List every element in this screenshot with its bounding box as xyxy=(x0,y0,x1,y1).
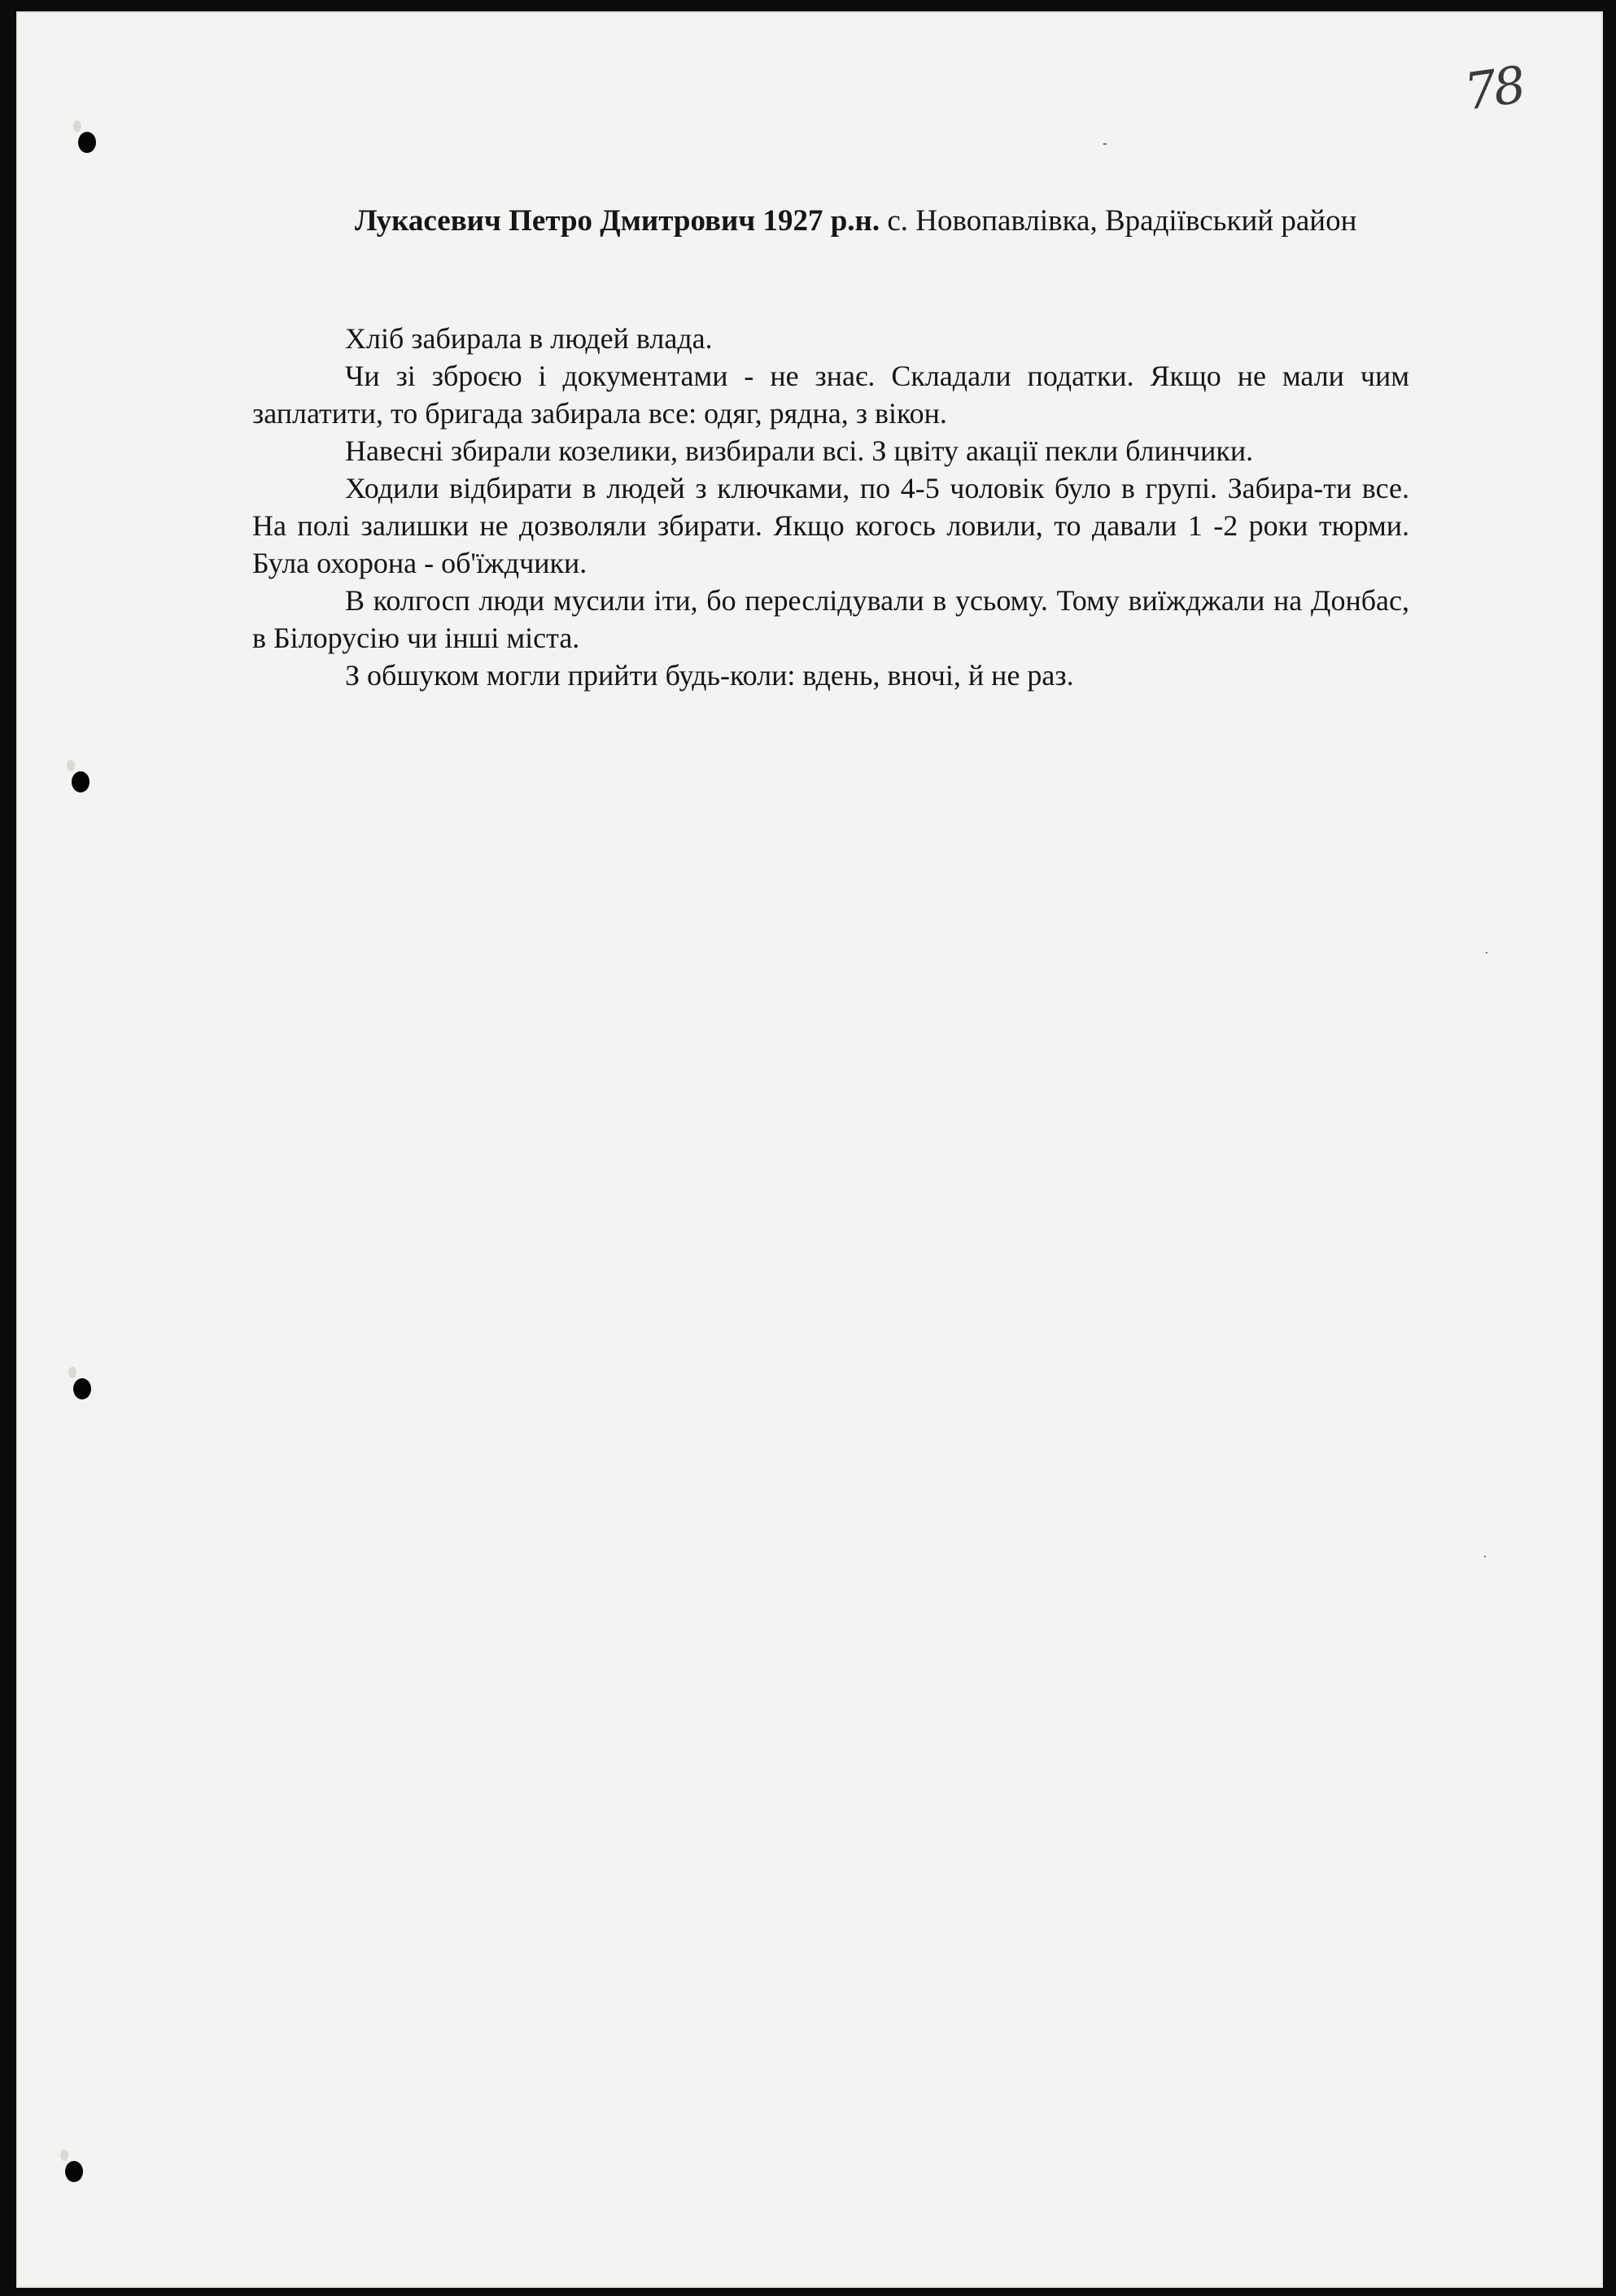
punch-hole-3 xyxy=(73,1378,91,1399)
document-heading xyxy=(355,199,1413,244)
paragraph: Навесні збирали козелики, визбирали всі. З цвіту акації пекли блинчики. xyxy=(345,434,1254,467)
paragraph: З обшуком могли прийти будь-коли: вдень, вночі, й не раз. xyxy=(345,659,1074,692)
punch-hole-4 xyxy=(65,2161,83,2182)
punch-hole-1 xyxy=(78,132,96,153)
paper-speck xyxy=(1484,1556,1486,1557)
paper-speck xyxy=(1103,143,1107,145)
paper-speck xyxy=(1486,952,1487,954)
handwritten-page-number: 78 xyxy=(1461,55,1526,122)
paragraph: Чи зі зброєю і документами - не знає. Складали податки. Якщо не мали чим заплатити, то бригада забирала все: одяг, рядна, з вікон. xyxy=(252,360,1409,430)
paragraph: В колгосп люди мусили іти, бо переслідували в усьому. Тому виїжджали на Донбас, в Білорусію чи інші міста. xyxy=(252,584,1409,654)
person-place: с. Новопавлівка, Врадіївський район xyxy=(887,204,1357,238)
paragraph: Хліб забирала в людей влада. xyxy=(345,322,713,355)
testimony-body xyxy=(252,320,1409,694)
person-name: Лукасевич Петро Дмитрович 1927 р.н. xyxy=(355,204,880,238)
punch-hole-2 xyxy=(72,771,90,792)
paragraph: Ходили відбирати в людей з ключками, по 4-5 чоловік було в групі. Забира-ти все. На полі залишки не дозволяли збирати. Якщо когось ловили, то давали 1 -2 роки тюрми. Була охорона - об'їждчики. xyxy=(252,472,1409,579)
